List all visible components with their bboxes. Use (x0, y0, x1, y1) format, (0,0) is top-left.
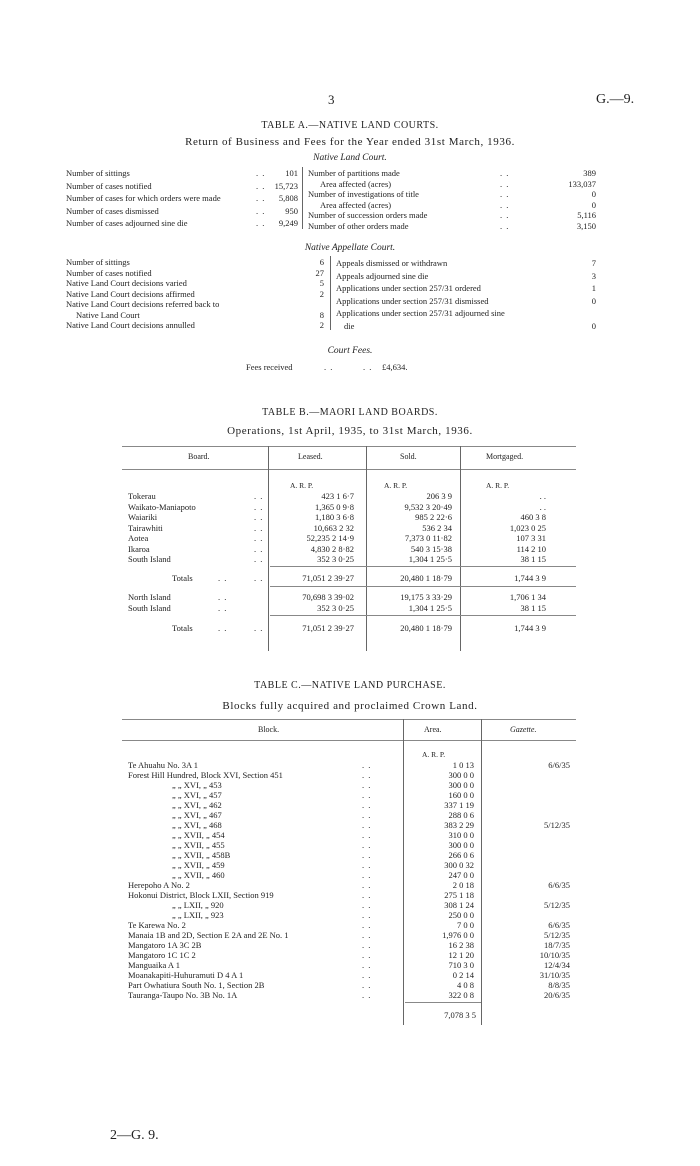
native-land-court-heading: Native Land Court. (313, 153, 387, 163)
sold-value: 19,175 3 33·29 (400, 592, 452, 602)
dot-leader: . . (362, 930, 372, 940)
gazette-value: 6/6/35 (548, 760, 570, 770)
mortgaged-value: 38 1 15 (520, 554, 546, 564)
table-c-total (0, 1010, 700, 1020)
appellate-left-label: Native Land Court decisions annulled (66, 320, 195, 330)
block-row (0, 790, 700, 800)
appellate-left-label: Native Land Court decisions affirmed (66, 288, 195, 299)
area-value: 247 0 0 (448, 870, 474, 880)
area-value: 383 2 29 (444, 820, 474, 830)
board-row (0, 512, 700, 522)
col-block: Block. (258, 725, 280, 734)
dot-leader: . . (362, 950, 372, 960)
nlc-left-label: Number of cases adjourned sine die (66, 218, 188, 228)
block-row (0, 980, 700, 990)
dot-leader: . . (256, 218, 266, 228)
block-row (0, 930, 700, 940)
appellate-right-value: 7 (591, 258, 596, 268)
board-row (0, 523, 700, 533)
sold-value: 540 3 15·38 (410, 543, 452, 554)
table-a-title: TABLE A.—NATIVE LAND COURTS. (261, 120, 439, 131)
block-row (0, 860, 700, 870)
appellate-right-label: Appeals dismissed or withdrawn (336, 258, 448, 268)
area-value: 322 0 8 (448, 990, 474, 1000)
block-name: „ „ XVII, „ 454 (172, 830, 225, 840)
fees-value: £4,634. (382, 362, 408, 372)
col-leased: Leased. (298, 452, 323, 461)
block-row (0, 990, 700, 1000)
dot-leader: . . (362, 980, 372, 990)
area-value: 710 3 0 (448, 960, 474, 970)
appellate-left-label: Number of sittings (66, 257, 130, 267)
area-value: 288 0 6 (448, 810, 474, 820)
block-name: „ „ XVII, „ 458B (172, 850, 231, 860)
gazette-value: 10/10/35 (539, 950, 570, 960)
table-b-totals-2: Totals . . . . 71,051 2 39·27 20,480 1 18·79 1,744 3 9 (172, 623, 546, 633)
block-row (0, 830, 700, 840)
table-b-units: A. R. P. A. R. P. A. R. P. (290, 481, 510, 490)
block-name: Mangatoro 1C 1C 2 (128, 950, 196, 960)
dot-leader: . . (362, 920, 372, 930)
appellate-left-value: 2 (319, 288, 324, 299)
mortgaged-value: 114 2 10 (516, 543, 546, 554)
table-c-header (0, 725, 700, 735)
block-name: „ „ XVI, „ 467 (172, 810, 222, 820)
block-name: Herepoho A No. 2 (128, 880, 190, 890)
area-value: 300 0 0 (448, 770, 474, 780)
leased-value: 52,235 2 14·9 (306, 533, 354, 543)
sold-value: 206 3 9 (426, 491, 452, 501)
board-name: Tokerau (128, 491, 156, 501)
appellate-left-value: 5 (319, 278, 324, 288)
appellate-right-row (0, 258, 700, 268)
sold-value: 7,373 0 11·82 (404, 533, 452, 543)
sold-value: 536 2 34 (422, 522, 452, 533)
gazette-value: 6/6/35 (548, 920, 570, 930)
block-name: „ „ XVI, „ 453 (172, 780, 222, 790)
col-area: Area. (424, 725, 442, 734)
block-name: Manaia 1B and 2D, Section E 2A and 2E No. 1 (128, 930, 289, 940)
block-row (0, 940, 700, 950)
dot-leader: . . (362, 880, 372, 890)
appellate-right-row (0, 321, 700, 331)
block-name: „ „ XVI, „ 468 (172, 820, 222, 830)
dot-leader: . . (362, 970, 372, 980)
appellate-left-label: Native Land Court (76, 309, 140, 320)
block-row (0, 810, 700, 820)
mortgaged-value: . . (539, 491, 546, 501)
dot-leader: . . (362, 820, 372, 830)
appellate-left-label: Native Land Court decisions varied (66, 278, 187, 288)
appellate-left-value: 2 (319, 320, 324, 330)
dot-leader: . . (362, 990, 372, 1000)
mortgaged-value: . . (539, 501, 546, 512)
board-name: Ikaroa (128, 543, 150, 554)
area-value: 300 0 0 (448, 780, 474, 790)
dot-leader: . . (500, 189, 510, 199)
block-row (0, 910, 700, 920)
nlc-left-value: 9,249 (278, 218, 298, 228)
table-c-units: A. R. P. (422, 750, 446, 759)
dot-leader: . . (362, 780, 372, 790)
dot-leader: . . (362, 800, 372, 810)
block-row (0, 890, 700, 900)
block-name: Forest Hill Hundred, Block XVI, Section 451 (128, 770, 283, 780)
dot-leader: . . (254, 501, 264, 512)
table-b-title: TABLE B.—MAORI LAND BOARDS. (262, 407, 438, 418)
block-name: Manguaika A 1 (128, 960, 180, 970)
court-fees-heading: Court Fees. (327, 346, 373, 356)
area-value: 160 0 0 (448, 790, 474, 800)
block-row (0, 880, 700, 890)
leased-value: 70,698 3 39·02 (302, 592, 354, 602)
board-row (0, 554, 700, 564)
appellate-right-row (0, 283, 700, 293)
sold-value: 985 2 22·6 (415, 512, 452, 522)
area-value: 12 1 20 (448, 950, 474, 960)
island-row (0, 603, 700, 613)
dot-leader: . . (362, 840, 372, 850)
table-b-header (0, 452, 700, 462)
sold-value: 1,304 1 25·5 (408, 554, 452, 564)
mortgaged-value: 1,706 1 34 (509, 592, 546, 602)
nlc-left-value: 101 (285, 168, 298, 178)
appellate-right-value: 3 (591, 270, 596, 281)
dot-leader: . . (254, 554, 264, 564)
appellate-court-heading: Native Appellate Court. (304, 243, 396, 253)
appellate-left-label: Number of cases notified (66, 267, 152, 278)
dot-leader: . . (362, 900, 372, 910)
gazette-value: 6/6/35 (548, 880, 570, 890)
gazette-value: 5/12/35 (544, 900, 570, 910)
nlc-left-label: Number of cases dismissed (66, 205, 159, 216)
sold-value: 1,304 1 25·5 (408, 602, 452, 613)
block-row (0, 780, 700, 790)
dot-leader: . . (254, 543, 264, 554)
nlc-right-row (0, 189, 700, 199)
table-c-subtitle: Blocks fully acquired and proclaimed Crown Land. (222, 700, 478, 712)
nlc-right-value: 3,150 (576, 220, 596, 231)
island-name: South Island (128, 602, 171, 613)
block-name: Te Karewa No. 2 (128, 920, 186, 930)
block-row (0, 800, 700, 810)
appellate-left-value: 6 (319, 257, 324, 267)
nlc-left-label: Number of cases for which orders were made (66, 193, 221, 203)
block-row (0, 760, 700, 770)
block-row (0, 970, 700, 980)
block-row (0, 820, 700, 830)
leased-value: 10,663 2 32 (313, 522, 354, 533)
dot-leader: . . (362, 940, 372, 950)
dot-leader: . . (362, 960, 372, 970)
nlc-left-label: Number of cases notified (66, 180, 152, 191)
dot-leader: . . (500, 199, 510, 210)
dot-leader: . . (500, 168, 510, 178)
footer-reference: 2—G. 9. (110, 1128, 159, 1143)
dot-leader: . . (362, 870, 372, 880)
block-name: „ „ XVII, „ 460 (172, 870, 225, 880)
table-c-total-value: 7,078 3 5 (444, 1010, 476, 1020)
table-a-subtitle: Return of Business and Fees for the Year ended 31st March, 1936. (185, 136, 515, 148)
col-gazette: Gazette. (510, 725, 537, 734)
gazette-value: 20/6/35 (544, 990, 570, 1000)
gazette-value: 12/4/34 (544, 960, 570, 970)
dot-leader: . . (362, 830, 372, 840)
dot-leader: . . (256, 168, 266, 178)
board-row (0, 544, 700, 554)
dot-leader: . . (362, 890, 372, 900)
leased-value: 1,180 3 6·8 (315, 512, 354, 522)
appellate-right-label: Applications under section 257/31 dismissed (336, 295, 489, 306)
gazette-value: 8/8/35 (548, 980, 570, 990)
area-value: 300 0 0 (448, 840, 474, 850)
gazette-value: 5/12/35 (544, 930, 570, 940)
appellate-right-row (0, 271, 700, 281)
block-row (0, 770, 700, 780)
nlc-right-value: 5,116 (577, 210, 596, 220)
table-b-subtitle: Operations, 1st April, 1935, to 31st March, 1936. (227, 425, 473, 437)
board-row (0, 491, 700, 501)
fees-label: Fees received (246, 362, 293, 372)
appellate-right-label: die (344, 320, 355, 331)
block-name: Tauranga-Taupo No. 3B No. 1A (128, 990, 238, 1000)
block-name: Mangatoro 1A 3C 2B (128, 940, 202, 950)
area-value: 1 0 13 (452, 760, 474, 770)
area-value: 4 0 8 (457, 980, 474, 990)
board-name: Aotea (128, 533, 149, 543)
nlc-right-row (0, 200, 700, 210)
dot-leader: . . (362, 910, 372, 920)
leased-value: 352 3 0·25 (317, 602, 354, 613)
island-name: North Island (128, 592, 171, 602)
table-b-totals-1: Totals . . . . 71,051 2 39·27 20,480 1 18·79 1,744 3 9 (172, 573, 546, 583)
nlc-right-row (0, 179, 700, 189)
appellate-left-value: 27 (315, 267, 324, 278)
dot-leader: . . (362, 850, 372, 860)
appellate-left-label: Native Land Court decisions referred back to (66, 299, 220, 309)
block-name: Hokonui District, Block LXII, Section 919 (128, 890, 274, 900)
nlc-right-label: Area affected (acres) (320, 199, 392, 210)
appellate-right-label: Appeals adjourned sine die (336, 270, 429, 281)
area-value: 2 0 18 (452, 880, 474, 890)
appellate-right-value: 0 (591, 320, 596, 331)
dot-leader: . . (256, 193, 266, 203)
area-value: 337 1 19 (444, 800, 474, 810)
nlc-right-label: Number of succession orders made (308, 210, 428, 220)
dot-leader: . . (256, 180, 266, 191)
nlc-left-value: 15,723 (274, 180, 298, 191)
block-name: „ „ LXII, „ 920 (172, 900, 224, 910)
nlc-left-value: 5,808 (278, 193, 298, 203)
dot-leader: . . (362, 810, 372, 820)
mortgaged-value: 460 3 8 (520, 512, 546, 522)
appellate-right-label: Applications under section 257/31 adjourned sine (336, 308, 505, 318)
document-reference: G.—9. (596, 92, 635, 107)
area-value: 308 1 24 (444, 900, 474, 910)
nlc-right-row (0, 168, 700, 178)
block-name: „ „ XVI, „ 457 (172, 790, 222, 800)
block-row (0, 900, 700, 910)
block-row (0, 950, 700, 960)
page-number: 3 (328, 92, 335, 107)
mortgaged-value: 107 3 31 (516, 533, 546, 543)
board-name: Waiariki (128, 512, 158, 522)
block-name: „ „ XVII, „ 459 (172, 860, 225, 870)
area-value: 7 0 0 (457, 920, 474, 930)
dot-leader: . . (218, 602, 228, 613)
dot-leader: . . (254, 491, 264, 501)
gazette-value: 18/7/35 (544, 940, 570, 950)
appellate-right-row (0, 308, 700, 318)
nlc-left-label: Number of sittings (66, 168, 130, 178)
area-value: 1,976 0 0 (442, 930, 474, 940)
area-value: 266 0 6 (448, 850, 474, 860)
nlc-right-row (0, 221, 700, 231)
nlc-right-value: 0 (591, 189, 596, 199)
dot-leader: . . (254, 522, 264, 533)
dot-leader: . . (218, 592, 228, 602)
block-row (0, 870, 700, 880)
dot-leader: . . (500, 210, 510, 220)
nlc-right-label: Area affected (acres) (320, 178, 392, 189)
block-name: Part Owhatiura South No. 1, Section 2B (128, 980, 265, 990)
gazette-value: 31/10/35 (539, 970, 570, 980)
leased-value: 4,830 2 8·82 (310, 543, 354, 554)
nlc-right-label: Number of partitions made (308, 168, 400, 178)
block-name: „ „ XVII, „ 455 (172, 840, 225, 850)
nlc-right-value: 389 (583, 168, 596, 178)
island-row (0, 592, 700, 602)
appellate-right-value: 1 (591, 283, 596, 293)
nlc-right-label: Number of other orders made (308, 220, 409, 231)
leased-value: 352 3 0·25 (317, 554, 354, 564)
board-name: Tairawhiti (128, 522, 163, 533)
appellate-right-value: 0 (591, 295, 596, 306)
nlc-left-value: 950 (285, 205, 298, 216)
block-name: „ „ LXII, „ 923 (172, 910, 224, 920)
gazette-value: 5/12/35 (544, 820, 570, 830)
area-value: 0 2 14 (452, 970, 474, 980)
block-row (0, 960, 700, 970)
area-value: 250 0 0 (448, 910, 474, 920)
col-board: Board. (188, 452, 210, 461)
block-name: Te Ahuahu No. 3A 1 (128, 760, 198, 770)
mortgaged-value: 38 1 15 (520, 602, 546, 613)
col-sold: Sold. (400, 452, 417, 461)
nlc-right-label: Number of investigations of title (308, 189, 419, 199)
dot-leader: . . (362, 860, 372, 870)
appellate-right-row (0, 296, 700, 306)
dot-leader: . . (500, 220, 510, 231)
board-row (0, 502, 700, 512)
col-mortgaged: Mortgaged. (486, 452, 524, 461)
board-row (0, 533, 700, 543)
block-name: Moanakapiti-Huhuramuti D 4 A 1 (128, 970, 244, 980)
appellate-right-label: Applications under section 257/31 ordered (336, 283, 481, 293)
block-row (0, 920, 700, 930)
dot-leader: . . (362, 790, 372, 800)
area-value: 300 0 32 (444, 860, 474, 870)
board-name: South Island (128, 554, 171, 564)
dot-leader: . . (362, 770, 372, 780)
appellate-left-value: 8 (319, 309, 324, 320)
block-row (0, 840, 700, 850)
fees-row: Fees received . . . . £4,634. (246, 362, 408, 372)
table-c-title: TABLE C.—NATIVE LAND PURCHASE. (254, 680, 446, 691)
dot-leader: . . (500, 178, 510, 189)
area-value: 275 1 18 (444, 890, 474, 900)
dot-leader: . . (256, 205, 266, 216)
block-name: „ „ XVI, „ 462 (172, 800, 222, 810)
dot-leader: . . (362, 760, 372, 770)
mortgaged-value: 1,023 0 25 (509, 522, 546, 533)
sold-value: 9,532 3 20·49 (404, 501, 452, 512)
nlc-right-value: 0 (591, 199, 596, 210)
dot-leader: . . (254, 512, 264, 522)
block-row (0, 850, 700, 860)
leased-value: 1,365 0 9·8 (315, 501, 354, 512)
nlc-right-value: 133,037 (568, 178, 596, 189)
leased-value: 423 1 6·7 (321, 491, 354, 501)
nlc-right-row (0, 210, 700, 220)
area-value: 310 0 0 (448, 830, 474, 840)
board-name: Waikato-Maniapoto (128, 501, 196, 512)
dot-leader: . . (254, 533, 264, 543)
area-value: 16 2 38 (448, 940, 474, 950)
